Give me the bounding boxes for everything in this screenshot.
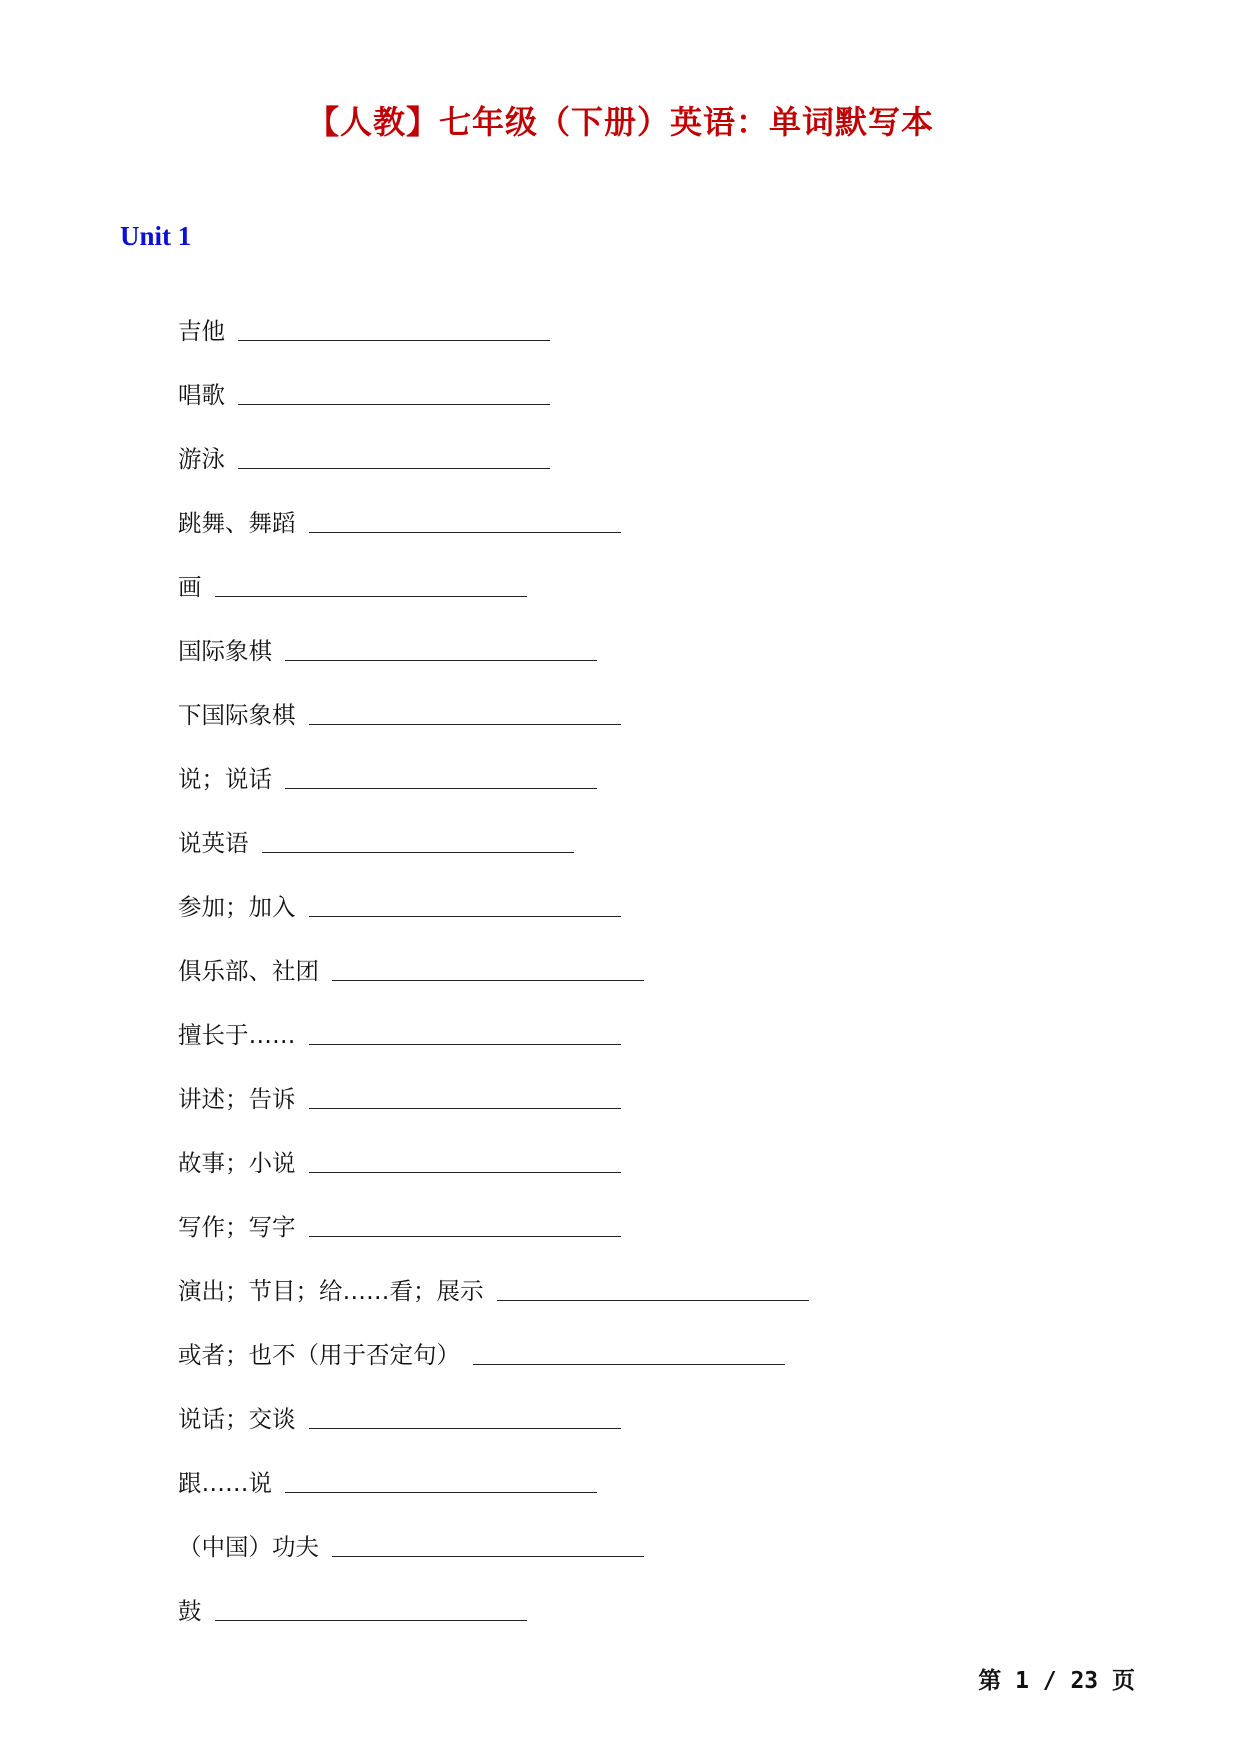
vocab-row bbox=[178, 1400, 621, 1436]
vocab-row bbox=[178, 1016, 621, 1052]
vocab-row bbox=[178, 1208, 621, 1244]
page-number: 第 1 / 23 页 bbox=[978, 1668, 1135, 1694]
answer-blank[interactable] bbox=[238, 448, 550, 469]
vocab-label: 或者；也不（用于否定句） bbox=[178, 1341, 460, 1369]
vocab-row bbox=[178, 760, 597, 796]
vocab-row bbox=[178, 1464, 597, 1500]
answer-blank[interactable] bbox=[238, 384, 550, 405]
vocab-label: 吉他 bbox=[178, 317, 225, 345]
vocab-label: 画 bbox=[178, 573, 202, 601]
vocab-label: 游泳 bbox=[178, 445, 225, 473]
vocab-row bbox=[178, 504, 621, 540]
vocab-label: 写作；写字 bbox=[178, 1213, 296, 1241]
vocab-row bbox=[178, 632, 597, 668]
vocab-label: 演出；节目；给……看；展示 bbox=[178, 1277, 484, 1305]
answer-blank[interactable] bbox=[285, 1472, 597, 1493]
vocab-label: 说英语 bbox=[178, 829, 249, 857]
vocab-label: 说话；交谈 bbox=[178, 1405, 296, 1433]
answer-blank[interactable] bbox=[238, 320, 550, 341]
document-title: 【人教】七年级（下册）英语：单词默写本 bbox=[306, 103, 934, 141]
vocab-label: 下国际象棋 bbox=[178, 701, 296, 729]
vocab-row bbox=[178, 824, 574, 860]
vocab-label: 唱歌 bbox=[178, 381, 225, 409]
answer-blank[interactable] bbox=[332, 960, 644, 981]
vocab-row bbox=[178, 376, 550, 412]
answer-blank[interactable] bbox=[309, 512, 621, 533]
vocab-row bbox=[178, 440, 550, 476]
vocab-label: 俱乐部、社团 bbox=[178, 957, 319, 985]
answer-blank[interactable] bbox=[332, 1536, 644, 1557]
answer-blank[interactable] bbox=[309, 1408, 621, 1429]
answer-blank[interactable] bbox=[285, 640, 597, 661]
vocab-row bbox=[178, 312, 550, 348]
vocab-label: 擅长于…… bbox=[178, 1021, 296, 1049]
vocab-label: 国际象棋 bbox=[178, 637, 272, 665]
vocab-label: 参加；加入 bbox=[178, 893, 296, 921]
answer-blank[interactable] bbox=[309, 1216, 621, 1237]
vocab-label: 故事；小说 bbox=[178, 1149, 296, 1177]
vocab-label: （中国）功夫 bbox=[178, 1533, 319, 1561]
vocab-row bbox=[178, 888, 621, 924]
vocabulary-list bbox=[178, 0, 1178, 1754]
answer-blank[interactable] bbox=[215, 1600, 527, 1621]
answer-blank[interactable] bbox=[285, 768, 597, 789]
vocab-label: 鼓 bbox=[178, 1597, 202, 1625]
vocab-row bbox=[178, 1080, 621, 1116]
answer-blank[interactable] bbox=[309, 1152, 621, 1173]
vocab-label: 跟……说 bbox=[178, 1469, 272, 1497]
vocab-row bbox=[178, 696, 621, 732]
answer-blank[interactable] bbox=[497, 1280, 809, 1301]
vocab-row bbox=[178, 952, 644, 988]
answer-blank[interactable] bbox=[309, 1088, 621, 1109]
vocab-row bbox=[178, 1528, 644, 1564]
vocab-row bbox=[178, 1336, 785, 1372]
answer-blank[interactable] bbox=[309, 896, 621, 917]
answer-blank[interactable] bbox=[309, 1024, 621, 1045]
unit-heading: Unit 1 bbox=[120, 221, 192, 251]
vocab-label: 讲述；告诉 bbox=[178, 1085, 296, 1113]
answer-blank[interactable] bbox=[262, 832, 574, 853]
answer-blank[interactable] bbox=[215, 576, 527, 597]
vocab-row bbox=[178, 568, 527, 604]
answer-blank[interactable] bbox=[473, 1344, 785, 1365]
vocab-row bbox=[178, 1272, 809, 1308]
vocab-row bbox=[178, 1592, 527, 1628]
vocab-row bbox=[178, 1144, 621, 1180]
answer-blank[interactable] bbox=[309, 704, 621, 725]
vocab-label: 说；说话 bbox=[178, 765, 272, 793]
vocab-label: 跳舞、舞蹈 bbox=[178, 509, 296, 537]
